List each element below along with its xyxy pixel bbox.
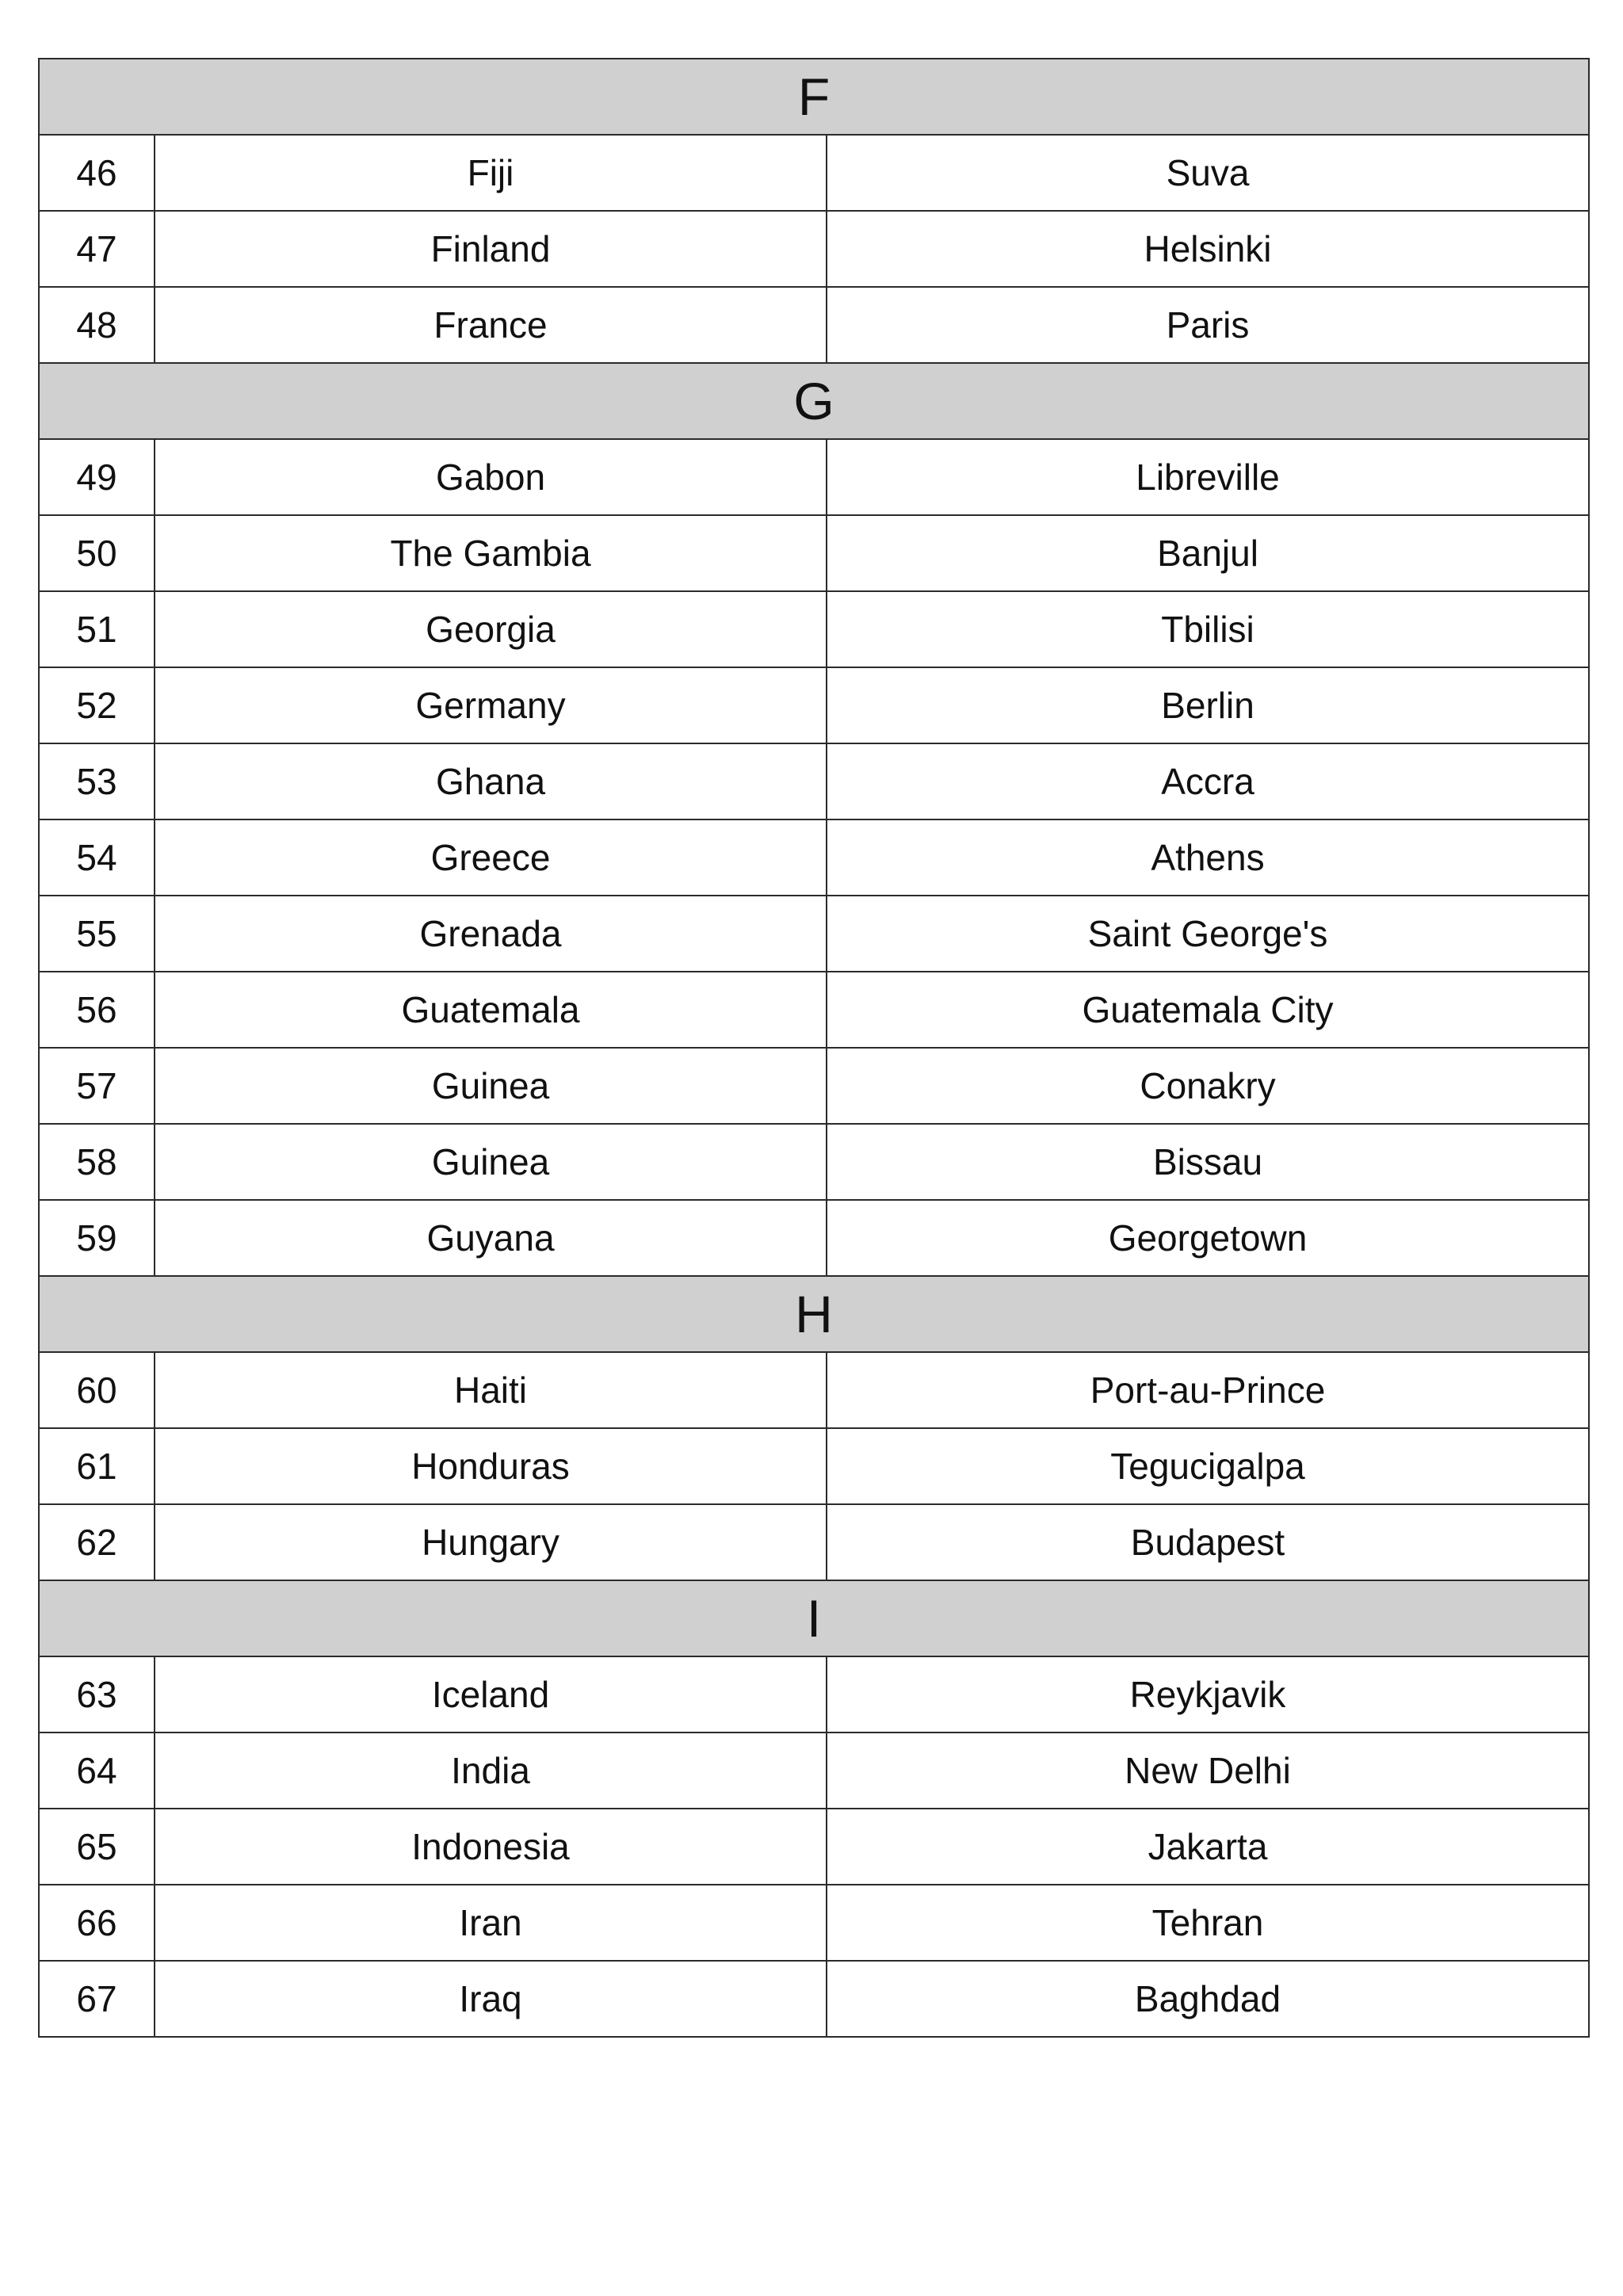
section-header-row (39, 1580, 1589, 1656)
section-letter: G (39, 363, 1589, 439)
table-row (39, 135, 1589, 211)
country-name: Guatemala (155, 972, 827, 1048)
row-number: 56 (39, 972, 155, 1048)
country-name: Iran (155, 1885, 827, 1961)
row-number: 54 (39, 819, 155, 896)
table-row (39, 819, 1589, 896)
row-number: 59 (39, 1200, 155, 1276)
capital-name: Saint George's (827, 896, 1589, 972)
capital-name: Helsinki (827, 211, 1589, 287)
capital-name: Athens (827, 819, 1589, 896)
country-name: Haiti (155, 1352, 827, 1428)
table-row (39, 896, 1589, 972)
row-number: 63 (39, 1656, 155, 1733)
row-number: 67 (39, 1961, 155, 2037)
row-number: 53 (39, 743, 155, 819)
row-number: 46 (39, 135, 155, 211)
table-row (39, 591, 1589, 667)
capital-name: Budapest (827, 1504, 1589, 1580)
capital-name: Georgetown (827, 1200, 1589, 1276)
capital-name: Tegucigalpa (827, 1428, 1589, 1504)
capital-name: New Delhi (827, 1733, 1589, 1809)
capital-name: Accra (827, 743, 1589, 819)
section-letter: I (39, 1580, 1589, 1656)
row-number: 48 (39, 287, 155, 363)
country-name: Guyana (155, 1200, 827, 1276)
capital-name: Tbilisi (827, 591, 1589, 667)
table-row (39, 667, 1589, 743)
table-row (39, 1961, 1589, 2037)
row-number: 55 (39, 896, 155, 972)
country-name: Fiji (155, 135, 827, 211)
section-header-row (39, 59, 1589, 135)
table-row (39, 972, 1589, 1048)
capital-name: Jakarta (827, 1809, 1589, 1885)
row-number: 64 (39, 1733, 155, 1809)
capital-name: Banjul (827, 515, 1589, 591)
countries-capitals-table (38, 58, 1590, 2038)
row-number: 50 (39, 515, 155, 591)
capital-name: Reykjavik (827, 1656, 1589, 1733)
country-name: Guinea (155, 1048, 827, 1124)
table-row (39, 1124, 1589, 1200)
country-name: Honduras (155, 1428, 827, 1504)
table-row (39, 1048, 1589, 1124)
country-name: Indonesia (155, 1809, 827, 1885)
table-row (39, 1200, 1589, 1276)
section-letter: F (39, 59, 1589, 135)
table-row (39, 1809, 1589, 1885)
table-row (39, 287, 1589, 363)
country-name: The Gambia (155, 515, 827, 591)
capital-name: Conakry (827, 1048, 1589, 1124)
country-name: Georgia (155, 591, 827, 667)
row-number: 62 (39, 1504, 155, 1580)
capital-name: Libreville (827, 439, 1589, 515)
capital-name: Baghdad (827, 1961, 1589, 2037)
table-row (39, 1733, 1589, 1809)
row-number: 52 (39, 667, 155, 743)
capital-name: Port-au-Prince (827, 1352, 1589, 1428)
table-row (39, 515, 1589, 591)
country-name: Finland (155, 211, 827, 287)
section-letter: H (39, 1276, 1589, 1352)
country-name: France (155, 287, 827, 363)
capital-name: Suva (827, 135, 1589, 211)
country-name: Guinea (155, 1124, 827, 1200)
row-number: 47 (39, 211, 155, 287)
row-number: 61 (39, 1428, 155, 1504)
country-name: India (155, 1733, 827, 1809)
capital-name: Paris (827, 287, 1589, 363)
country-name: Iceland (155, 1656, 827, 1733)
country-name: Ghana (155, 743, 827, 819)
country-name: Iraq (155, 1961, 827, 2037)
row-number: 51 (39, 591, 155, 667)
row-number: 58 (39, 1124, 155, 1200)
country-name: Germany (155, 667, 827, 743)
table-row (39, 1352, 1589, 1428)
capital-name: Bissau (827, 1124, 1589, 1200)
table-row (39, 1656, 1589, 1733)
row-number: 60 (39, 1352, 155, 1428)
table-row (39, 211, 1589, 287)
row-number: 57 (39, 1048, 155, 1124)
row-number: 65 (39, 1809, 155, 1885)
capital-name: Guatemala City (827, 972, 1589, 1048)
row-number: 49 (39, 439, 155, 515)
country-name: Gabon (155, 439, 827, 515)
table-row (39, 1885, 1589, 1961)
country-name: Greece (155, 819, 827, 896)
capital-name: Berlin (827, 667, 1589, 743)
capital-name: Tehran (827, 1885, 1589, 1961)
section-header-row (39, 363, 1589, 439)
table-row (39, 439, 1589, 515)
table-row (39, 743, 1589, 819)
country-name: Hungary (155, 1504, 827, 1580)
country-name: Grenada (155, 896, 827, 972)
table-row (39, 1504, 1589, 1580)
section-header-row (39, 1276, 1589, 1352)
row-number: 66 (39, 1885, 155, 1961)
table-row (39, 1428, 1589, 1504)
table-body (39, 59, 1589, 2037)
